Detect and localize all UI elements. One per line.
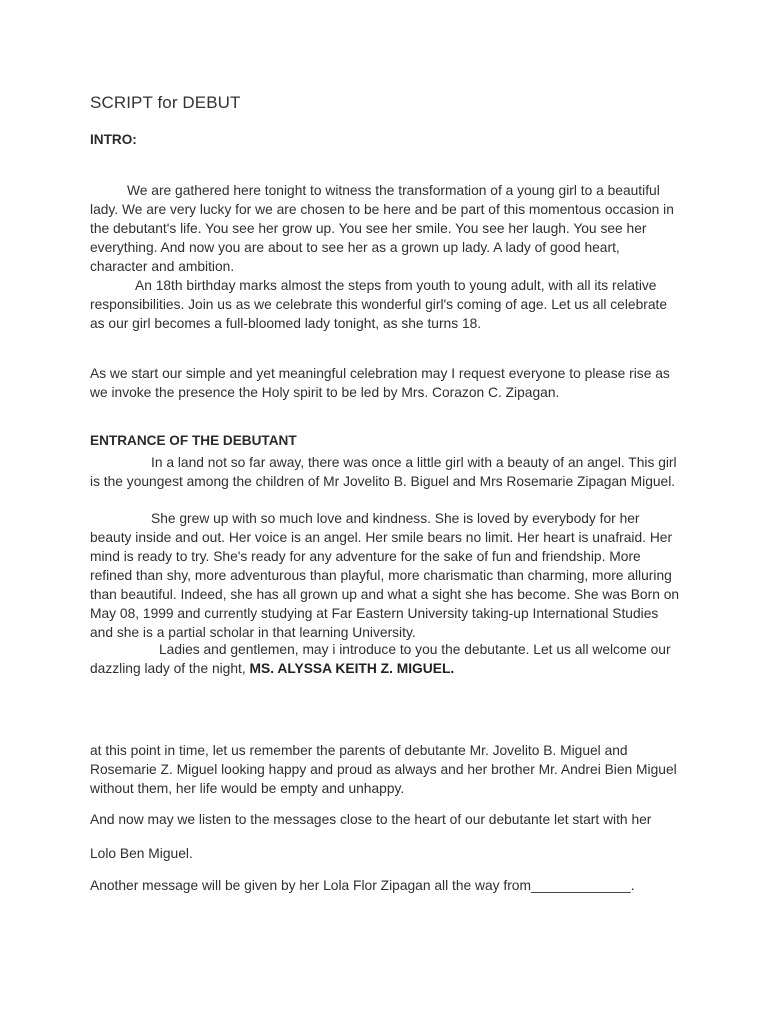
entrance-paragraph-1: In a land not so far away, there was once a little girl with a beauty of an angel. This girl is the youngest among the children of Mr Jovelito B. Biguel and Mrs Rosemarie Zipagan Miguel. [90,455,677,489]
document-page [90,0,680,1024]
entrance-paragraph-2: She grew up with so much love and kindness. She is loved by everybody for her beauty inside and out. Her voice is an angel. Her smile bears no limit. Her heart is unafraid. Her mind is ready to try. She's ready for any adventure for the sake of fun and friendship. More refined than shy, more adventurous than playful, more charismatic than charming, more alluring than beautiful. Indeed, she has all grown up and what a sight she has become. She was Born on May 08, 1999 and currently studying at Far Eastern University taking-up International Studies and she is a partial scholar in that learning University. [90,511,680,640]
intro-paragraph-1: We are gathered here tonight to witness the transformation of a young girl to a beautiful lady. We are very lucky for we are chosen to be here and be part of this momentous occasion in the debutant's life. You see her grow up. You see her smile. You see her laugh. You see her everything. And now you are about to see her as a grown up lady. A lady of good heart, character and ambition. [90,183,674,274]
entrance-heading: ENTRANCE OF THE DEBUTANT [90,433,297,448]
entrance-paragraph-3 [90,640,680,678]
lola-paragraph: Another message will be given by her Lola Flor Zipagan all the way from_____________. [90,878,635,893]
invocation-paragraph: As we start our simple and yet meaningful celebration may I request everyone to please rise as we invoke the presence the Holy spirit to be led by Mrs. Corazon C. Zipagan. [90,366,670,400]
introduction-text: Ladies and gentlemen, may i introduce to you the debutante. Let us all welcome our dazzling lady of the night, [90,642,671,676]
parents-paragraph: at this point in time, let us remember the parents of debutante Mr. Jovelito B. Miguel and Rosemarie Z. Miguel looking happy and proud as always and her brother Mr. Andrei Bien Miguel without them, her life would be empty and unhappy. [90,743,677,796]
messages-paragraph: And now may we listen to the messages close to the heart of our debutante let start with her [90,812,652,827]
document-title: SCRIPT for DEBUT [90,93,241,112]
intro-paragraph-2: An 18th birthday marks almost the steps from youth to young adult, with all its relative responsibilities. Join us as we celebrate this wonderful girl's coming of age. Let us all celebrate as our girl becomes a full-bloomed lady tonight, as she turns 18. [90,278,668,331]
debutante-name: MS. ALYSSA KEITH Z. MIGUEL. [249,661,455,676]
intro-heading: INTRO: [90,132,137,147]
lolo-paragraph: Lolo Ben Miguel. [90,846,193,861]
